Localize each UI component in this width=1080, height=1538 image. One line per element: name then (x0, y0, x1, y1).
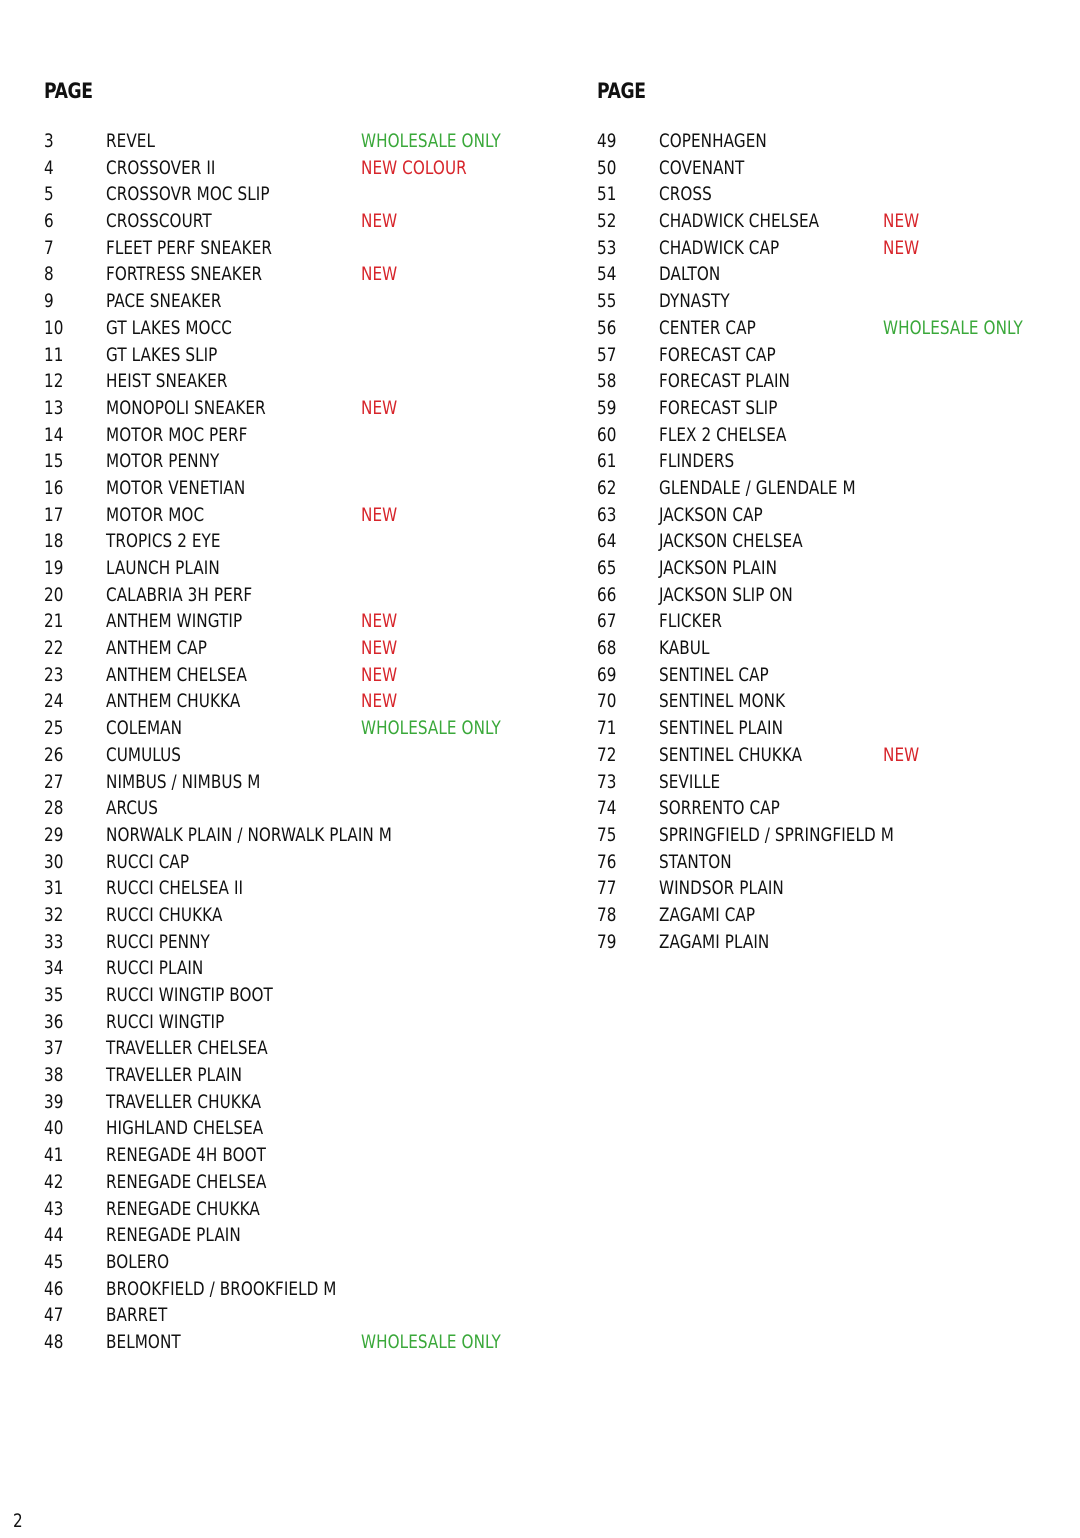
product-name: SEVILLE (659, 770, 721, 793)
page-number: 22 (44, 637, 64, 660)
page-number: 42 (44, 1170, 64, 1193)
page-number: 45 (44, 1250, 64, 1273)
index-row (597, 422, 1057, 449)
page-number: 30 (44, 850, 64, 873)
index-row (44, 448, 544, 475)
page-number: 33 (44, 930, 64, 953)
product-name: DALTON (659, 263, 721, 286)
index-row (44, 1276, 544, 1303)
page-number: 11 (44, 343, 64, 366)
index-row (597, 448, 1057, 475)
product-name: WINDSOR PLAIN (659, 877, 784, 900)
product-name: PACE SNEAKER (106, 290, 222, 313)
product-name: TRAVELLER PLAIN (106, 1064, 243, 1087)
product-name: MOTOR MOC (106, 503, 205, 526)
product-name: RUCCI CHUKKA (106, 903, 223, 926)
index-row (597, 528, 1057, 555)
page-number: 50 (597, 156, 617, 179)
index-row (44, 582, 544, 609)
page-number: 53 (597, 236, 617, 259)
product-name: ANTHEM CHELSEA (106, 663, 247, 686)
index-row (597, 235, 1057, 262)
index-row (597, 181, 1057, 208)
product-name: RUCCI WINGTIP (106, 1010, 225, 1033)
page-number: 12 (44, 370, 64, 393)
page-number: 46 (44, 1277, 64, 1300)
product-name: DYNASTY (659, 290, 730, 313)
product-name: NIMBUS / NIMBUS M (106, 770, 261, 793)
page-number: 8 (44, 263, 54, 286)
product-name: FORECAST PLAIN (659, 370, 791, 393)
page-number: 24 (44, 690, 64, 713)
product-name: NORWALK PLAIN / NORWALK PLAIN M (106, 823, 392, 846)
index-row (44, 875, 544, 902)
index-row (597, 849, 1057, 876)
product-name: RENEGADE CHELSEA (106, 1170, 267, 1193)
page-number: 27 (44, 770, 64, 793)
index-row (44, 475, 544, 502)
page-number: 55 (597, 290, 617, 313)
index-row (44, 608, 544, 635)
page-number: 34 (44, 957, 64, 980)
index-row (597, 208, 1057, 235)
product-name: SENTINEL MONK (659, 690, 786, 713)
index-row (44, 528, 544, 555)
index-row (44, 368, 544, 395)
page-number: 63 (597, 503, 617, 526)
page-column-header: PAGE (597, 79, 646, 103)
index-row (597, 395, 1057, 422)
page-number: 44 (44, 1224, 64, 1247)
product-name: GT LAKES SLIP (106, 343, 218, 366)
page-column-header: PAGE (44, 79, 93, 103)
product-name: FORECAST SLIP (659, 396, 778, 419)
product-name: ZAGAMI CAP (659, 903, 756, 926)
index-row (44, 849, 544, 876)
index-row (44, 181, 544, 208)
index-row (44, 261, 544, 288)
product-name: RENEGADE 4H BOOT (106, 1144, 267, 1167)
page-number: 40 (44, 1117, 64, 1140)
product-name: CUMULUS (106, 743, 182, 766)
page-number: 49 (597, 130, 617, 152)
index-row (44, 315, 544, 342)
index-row (44, 155, 544, 182)
product-name: JACKSON CAP (659, 503, 763, 526)
page-number: 62 (597, 476, 617, 499)
footer-page-number: 2 (13, 1510, 23, 1532)
status-label: NEW (361, 503, 398, 526)
index-row (44, 502, 544, 529)
page-number: 29 (44, 823, 64, 846)
index-row (44, 1222, 544, 1249)
product-name: SENTINEL PLAIN (659, 717, 784, 740)
index-row (44, 955, 544, 982)
page-number: 76 (597, 850, 617, 873)
page-number: 70 (597, 690, 617, 713)
index-row (597, 475, 1057, 502)
product-name: JACKSON PLAIN (659, 557, 778, 579)
page-number: 17 (44, 503, 64, 526)
index-row (597, 715, 1057, 742)
page-number: 61 (597, 450, 617, 473)
page-number: 77 (597, 877, 617, 900)
status-label: NEW (361, 210, 398, 233)
product-name: CALABRIA 3H PERF (106, 583, 253, 606)
index-row (597, 155, 1057, 182)
product-name: SPRINGFIELD / SPRINGFIELD M (659, 823, 894, 846)
page-number: 19 (44, 557, 64, 579)
index-row (44, 395, 544, 422)
status-label: WHOLESALE ONLY (361, 130, 501, 152)
page-number: 52 (597, 210, 617, 233)
index-row (597, 902, 1057, 929)
index-row (44, 1169, 544, 1196)
page-number: 5 (44, 183, 54, 206)
index-row (597, 635, 1057, 662)
index-row (44, 1089, 544, 1116)
page-number: 32 (44, 903, 64, 926)
product-name: RENEGADE PLAIN (106, 1224, 241, 1247)
index-row (597, 742, 1057, 769)
page-number: 51 (597, 183, 617, 206)
page-number: 3 (44, 130, 54, 152)
product-name: SENTINEL CAP (659, 663, 769, 686)
product-name: TROPICS 2 EYE (106, 530, 221, 553)
index-row (597, 822, 1057, 849)
product-name: MONOPOLI SNEAKER (106, 396, 266, 419)
index-row (44, 1302, 544, 1329)
index-row (597, 769, 1057, 796)
product-name: BELMONT (106, 1330, 181, 1353)
product-name: MOTOR PENNY (106, 450, 220, 473)
product-name: ANTHEM CHUKKA (106, 690, 241, 713)
page-number: 37 (44, 1037, 64, 1060)
index-row (44, 1329, 544, 1356)
product-name: COVENANT (659, 156, 745, 179)
product-name: RUCCI CAP (106, 850, 190, 873)
product-name: TRAVELLER CHUKKA (106, 1090, 262, 1113)
page-number: 21 (44, 610, 64, 633)
product-name: RUCCI CHELSEA II (106, 877, 244, 900)
status-label: WHOLESALE ONLY (361, 717, 501, 740)
product-name: CENTER CAP (659, 316, 756, 339)
page-number: 25 (44, 717, 64, 740)
index-row (44, 235, 544, 262)
page-number: 56 (597, 316, 617, 339)
page-number: 13 (44, 396, 64, 419)
page-number: 10 (44, 316, 64, 339)
product-name: BARRET (106, 1304, 168, 1327)
index-row (597, 315, 1057, 342)
product-name: COLEMAN (106, 717, 183, 740)
page-number: 75 (597, 823, 617, 846)
index-row (44, 715, 544, 742)
page-number: 35 (44, 984, 64, 1006)
product-name: CROSSCOURT (106, 210, 212, 233)
index-column-right (597, 74, 1057, 955)
page-number: 39 (44, 1090, 64, 1113)
index-row (44, 982, 544, 1009)
page-number: 9 (44, 290, 54, 313)
page-number: 72 (597, 743, 617, 766)
page-number: 78 (597, 903, 617, 926)
index-row (44, 1142, 544, 1169)
product-name: HIGHLAND CHELSEA (106, 1117, 264, 1140)
page-number: 6 (44, 210, 54, 233)
product-name: SORRENTO CAP (659, 797, 780, 820)
index-column-left (44, 74, 544, 1356)
index-row (44, 742, 544, 769)
index-row (597, 555, 1057, 582)
index-row (597, 688, 1057, 715)
product-name: HEIST SNEAKER (106, 370, 228, 393)
page-number: 54 (597, 263, 617, 286)
index-row (597, 502, 1057, 529)
page-number: 47 (44, 1304, 64, 1327)
index-row (597, 261, 1057, 288)
page-number: 64 (597, 530, 617, 553)
product-name: ANTHEM CAP (106, 637, 208, 660)
product-name: GT LAKES MOCC (106, 316, 232, 339)
page-number: 57 (597, 343, 617, 366)
product-name: CHADWICK CHELSEA (659, 210, 820, 233)
index-row (44, 342, 544, 369)
status-label: NEW (883, 743, 920, 766)
status-label: NEW (361, 690, 398, 713)
page-number: 14 (44, 423, 64, 446)
page-number: 48 (44, 1330, 64, 1353)
status-label: WHOLESALE ONLY (883, 316, 1023, 339)
index-row (597, 582, 1057, 609)
status-label: WHOLESALE ONLY (361, 1330, 501, 1353)
index-row (44, 1009, 544, 1036)
page-number: 4 (44, 156, 54, 179)
product-name: BROOKFIELD / BROOKFIELD M (106, 1277, 337, 1300)
product-name: RUCCI WINGTIP BOOT (106, 984, 273, 1006)
page-number: 7 (44, 236, 54, 259)
product-name: STANTON (659, 850, 732, 873)
index-row (44, 288, 544, 315)
index-row (597, 875, 1057, 902)
page-number: 79 (597, 930, 617, 953)
index-row (44, 1249, 544, 1276)
product-name: FLEET PERF SNEAKER (106, 236, 273, 259)
status-label: NEW (883, 210, 920, 233)
status-label: NEW COLOUR (361, 156, 467, 179)
product-name: MOTOR VENETIAN (106, 476, 246, 499)
product-name: FORECAST CAP (659, 343, 776, 366)
index-row (597, 929, 1057, 956)
page-number: 59 (597, 396, 617, 419)
index-row (44, 1196, 544, 1223)
page-number: 15 (44, 450, 64, 473)
index-row (597, 795, 1057, 822)
page-number: 16 (44, 476, 64, 499)
product-name: MOTOR MOC PERF (106, 423, 248, 446)
index-row (597, 342, 1057, 369)
index-row (44, 795, 544, 822)
product-name: FLEX 2 CHELSEA (659, 423, 787, 446)
index-row (44, 688, 544, 715)
index-row (44, 1115, 544, 1142)
page-number: 43 (44, 1197, 64, 1220)
product-name: REVEL (106, 130, 156, 152)
product-name: BOLERO (106, 1250, 170, 1273)
index-row (44, 1062, 544, 1089)
index-row (597, 662, 1057, 689)
page-number: 18 (44, 530, 64, 553)
page-number: 58 (597, 370, 617, 393)
status-label: NEW (361, 610, 398, 633)
product-name: KABUL (659, 637, 710, 660)
page-number: 66 (597, 583, 617, 606)
index-row (44, 1035, 544, 1062)
product-name: ZAGAMI PLAIN (659, 930, 770, 953)
product-name: CROSS (659, 183, 712, 206)
product-name: JACKSON CHELSEA (659, 530, 803, 553)
product-name: ARCUS (106, 797, 158, 820)
page-number: 68 (597, 637, 617, 660)
product-name: RENEGADE CHUKKA (106, 1197, 260, 1220)
status-label: NEW (361, 637, 398, 660)
page-number: 26 (44, 743, 64, 766)
status-label: NEW (361, 263, 398, 286)
page-number: 23 (44, 663, 64, 686)
page-number: 60 (597, 423, 617, 446)
page-number: 20 (44, 583, 64, 606)
status-label: NEW (361, 396, 398, 419)
product-name: TRAVELLER CHELSEA (106, 1037, 268, 1060)
index-row (44, 902, 544, 929)
product-name: CROSSOVR MOC SLIP (106, 183, 270, 206)
status-label: NEW (361, 663, 398, 686)
page-number: 73 (597, 770, 617, 793)
page-number: 38 (44, 1064, 64, 1087)
product-name: CROSSOVER II (106, 156, 216, 179)
page-number: 67 (597, 610, 617, 633)
index-row (44, 769, 544, 796)
product-name: JACKSON SLIP ON (659, 583, 793, 606)
page-number: 74 (597, 797, 617, 820)
page-number: 36 (44, 1010, 64, 1033)
product-name: RUCCI PLAIN (106, 957, 204, 980)
index-row (44, 929, 544, 956)
index-row (597, 368, 1057, 395)
index-row (44, 662, 544, 689)
page-number: 71 (597, 717, 617, 740)
page-number: 28 (44, 797, 64, 820)
index-row (597, 288, 1057, 315)
product-name: SENTINEL CHUKKA (659, 743, 803, 766)
index-row (44, 555, 544, 582)
index-row (44, 208, 544, 235)
index-row (44, 422, 544, 449)
product-name: LAUNCH PLAIN (106, 557, 220, 579)
index-row (44, 822, 544, 849)
product-name: GLENDALE / GLENDALE M (659, 476, 856, 499)
page-number: 69 (597, 663, 617, 686)
product-name: ANTHEM WINGTIP (106, 610, 243, 633)
page-number: 41 (44, 1144, 64, 1167)
page-number: 31 (44, 877, 64, 900)
product-name: COPENHAGEN (659, 130, 767, 152)
product-name: CHADWICK CAP (659, 236, 780, 259)
index-row (44, 635, 544, 662)
product-name: FORTRESS SNEAKER (106, 263, 263, 286)
index-row (597, 128, 1057, 155)
page-number: 65 (597, 557, 617, 579)
index-list-right (597, 128, 1057, 955)
product-name: FLICKER (659, 610, 723, 633)
index-list-left (44, 128, 544, 1356)
product-name: FLINDERS (659, 450, 735, 473)
status-label: NEW (883, 236, 920, 259)
index-row (44, 128, 544, 155)
product-name: RUCCI PENNY (106, 930, 210, 953)
index-row (597, 608, 1057, 635)
